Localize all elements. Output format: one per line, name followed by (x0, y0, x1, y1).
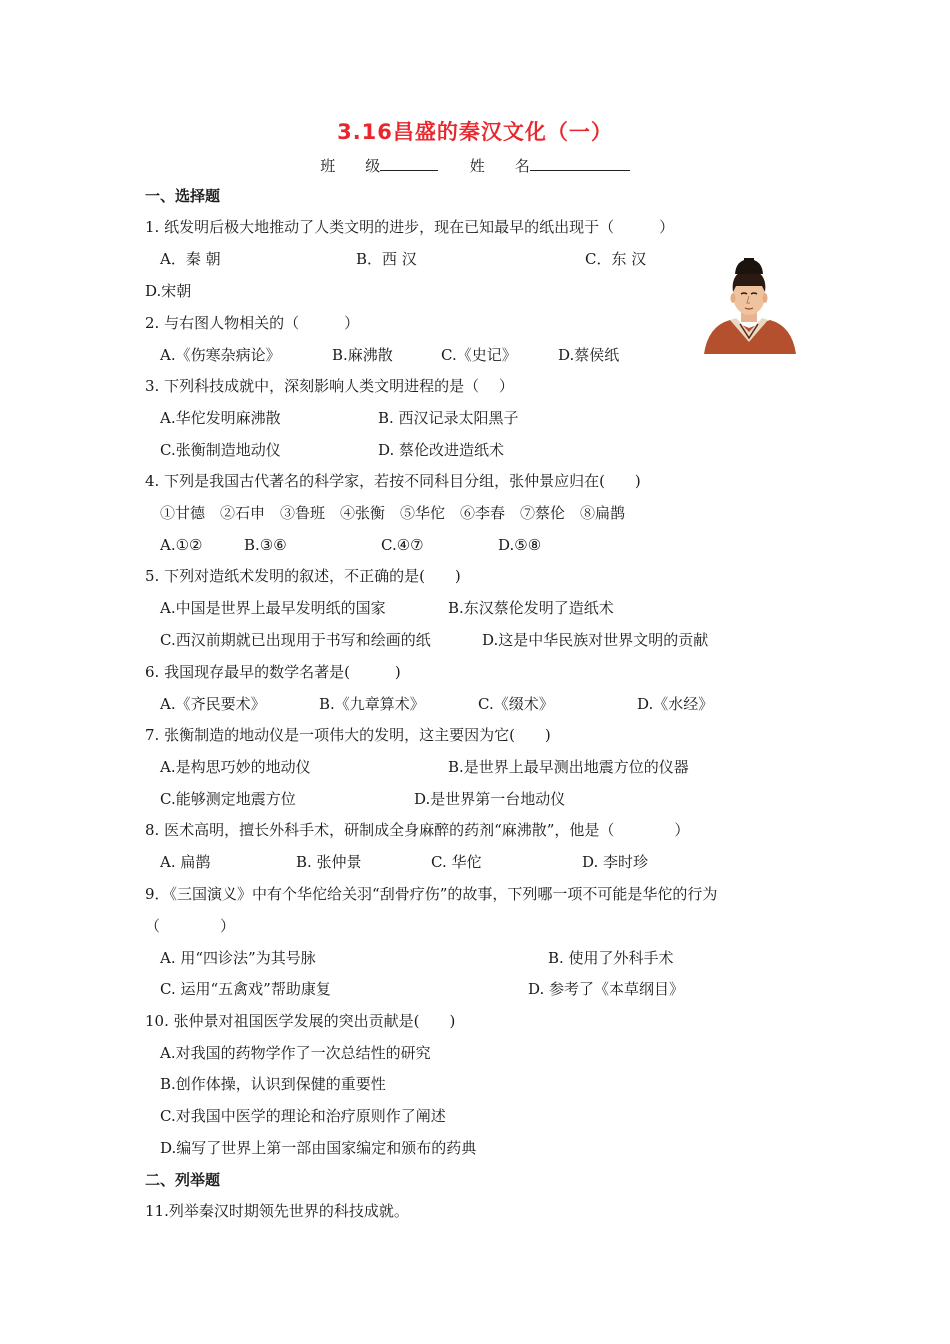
q1-option-c[interactable]: C．东 汉 (585, 250, 647, 268)
q7-option-c[interactable]: C.能够测定地震方位 (160, 790, 296, 808)
q4-scientist-list: ①甘德 ②石申 ③鲁班 ④张衡 ⑤华佗 ⑥李春 ⑦蔡伦 ⑧扁鹊 (160, 504, 626, 522)
class-blank[interactable] (380, 156, 438, 171)
page-title: 3.16昌盛的秦汉文化（一） (337, 120, 613, 144)
q6-option-a[interactable]: A.《齐民要术》 (160, 695, 266, 713)
q7-option-a[interactable]: A.是构思巧妙的地动仪 (160, 758, 311, 776)
q4-option-c[interactable]: C.④⑦ (381, 536, 424, 554)
q10-option-a[interactable]: A.对我国的药物学作了一次总结性的研究 (160, 1044, 431, 1062)
q2-option-c[interactable]: C.《史记》 (441, 346, 517, 364)
q6-option-d[interactable]: D.《水经》 (637, 695, 714, 713)
q9-option-d[interactable]: D. 参考了《本草纲目》 (528, 980, 685, 998)
q1-option-b[interactable]: B．西 汉 (356, 250, 417, 268)
q6-stem: 6. 我国现存最早的数学名著是( ) (145, 663, 401, 681)
q8-option-c[interactable]: C. 华佗 (431, 853, 482, 871)
q5-option-c[interactable]: C.西汉前期就已出现用于书写和绘画的纸 (160, 631, 431, 649)
q3-option-a[interactable]: A.华佗发明麻沸散 (160, 409, 281, 427)
q7-stem: 7. 张衡制造的地动仪是一项伟大的发明，这主要因为它( ) (145, 726, 551, 744)
q3-stem: 3. 下列科技成就中，深刻影响人类文明进程的是（ ） (145, 377, 514, 395)
q9-stem: 9．《三国演义》中有个华佗给关羽“刮骨疗伤”的故事，下列哪一项不可能是华佗的行为 (145, 885, 718, 903)
q2-option-b[interactable]: B.麻沸散 (332, 346, 393, 364)
name-label: 姓 名 (469, 157, 530, 175)
class-label: 班 级 (320, 157, 381, 175)
q1-option-a[interactable]: A．秦 朝 (160, 250, 221, 268)
q8-option-d[interactable]: D. 李时珍 (582, 853, 649, 871)
student-info-line (0, 155, 950, 176)
q4-option-a[interactable]: A.①② (160, 536, 203, 554)
q7-option-b[interactable]: B.是世界上最早测出地震方位的仪器 (448, 758, 689, 776)
q1-option-d[interactable]: D.宋朝 (145, 282, 192, 300)
q9-option-b[interactable]: B. 使用了外科手术 (548, 949, 674, 967)
q2-option-a[interactable]: A.《伤寒杂病论》 (160, 346, 281, 364)
q7-option-d[interactable]: D.是世界第一台地动仪 (414, 790, 566, 808)
q8-stem: 8. 医术高明，擅长外科手术，研制成全身麻醉的药剂“麻沸散”，他是（ ） (145, 821, 690, 839)
q10-option-c[interactable]: C.对我国中医学的理论和治疗原则作了阐述 (160, 1107, 446, 1125)
q11-stem: 11.列举秦汉时期领先世界的科技成就。 (145, 1202, 409, 1220)
q5-option-a[interactable]: A.中国是世界上最早发明纸的国家 (160, 599, 386, 617)
name-blank[interactable] (530, 156, 630, 171)
q5-option-d[interactable]: D.这是中华民族对世界文明的贡献 (482, 631, 709, 649)
q5-stem: 5. 下列对造纸术发明的叙述，不正确的是( ) (145, 567, 461, 585)
q3-option-d[interactable]: D. 蔡伦改进造纸术 (378, 441, 505, 459)
q3-option-c[interactable]: C.张衡制造地动仪 (160, 441, 281, 459)
section-list-heading: 二、列举题 (145, 1171, 221, 1189)
q9-option-c[interactable]: C. 运用“五禽戏”帮助康复 (160, 980, 331, 998)
q10-option-b[interactable]: B.创作体操，认识到保健的重要性 (160, 1075, 386, 1093)
q4-stem: 4. 下列是我国古代著名的科学家，若按不同科目分组，张仲景应归在( ) (145, 472, 641, 490)
q2-option-d[interactable]: D.蔡侯纸 (558, 346, 620, 364)
q4-option-b[interactable]: B.③⑥ (244, 536, 287, 554)
section-choice-heading: 一、选择题 (145, 187, 221, 205)
q6-option-c[interactable]: C.《缀术》 (478, 695, 554, 713)
historical-figure-portrait (700, 258, 798, 354)
q6-option-b[interactable]: B.《九章算术》 (319, 695, 425, 713)
q10-option-d[interactable]: D.编写了世界上第一部由国家编定和颁布的药典 (160, 1139, 477, 1157)
q9-answer-bracket: （ ） (145, 917, 236, 935)
q8-option-a[interactable]: A. 扁鹊 (160, 853, 211, 871)
q2-stem: 2. 与右图人物相关的（ ） (145, 314, 360, 332)
q1-stem: 1. 纸发明后极大地推动了人类文明的进步，现在已知最早的纸出现于（ ） (145, 218, 675, 236)
q8-option-b[interactable]: B. 张仲景 (296, 853, 362, 871)
q10-stem: 10. 张仲景对祖国医学发展的突出贡献是( ) (145, 1012, 456, 1030)
q5-option-b[interactable]: B.东汉蔡伦发明了造纸术 (448, 599, 614, 617)
q4-option-d[interactable]: D.⑤⑧ (498, 536, 542, 554)
q9-option-a[interactable]: A. 用“四诊法”为其号脉 (160, 949, 316, 967)
q3-option-b[interactable]: B. 西汉记录太阳黑子 (378, 409, 519, 427)
